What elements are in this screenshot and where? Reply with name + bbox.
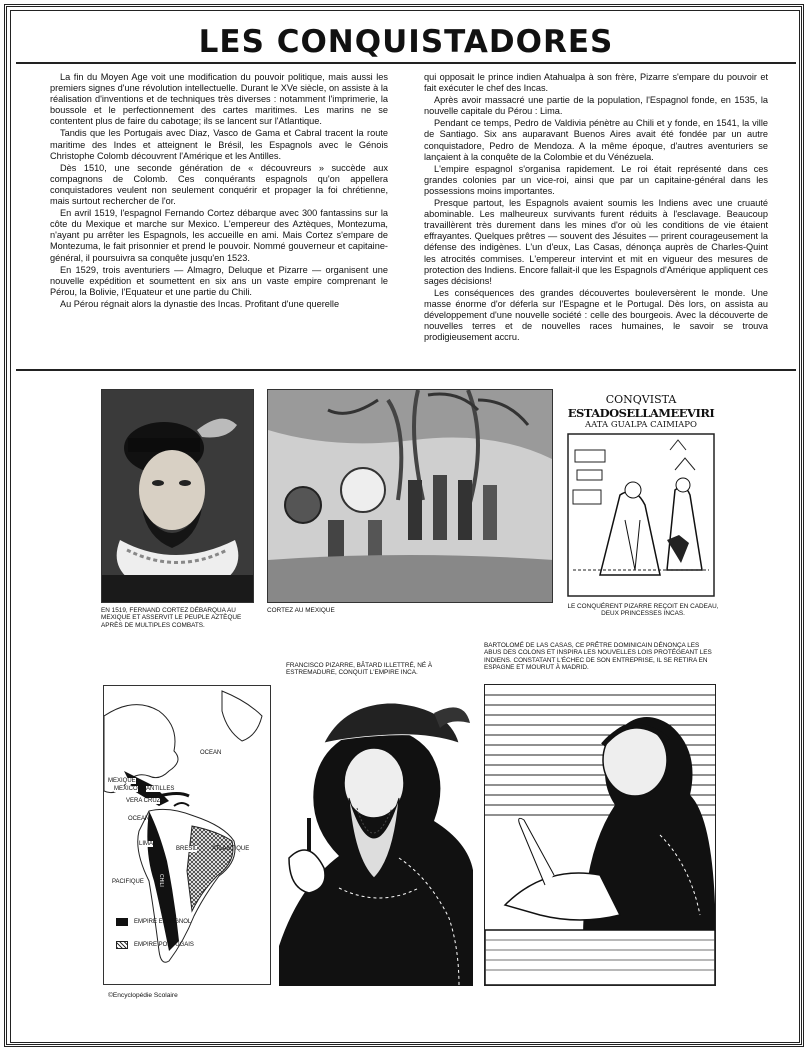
conquest-map <box>103 685 271 985</box>
pizarre-engraving <box>279 688 473 986</box>
text-column-left <box>50 72 388 311</box>
text-column-right <box>424 72 768 344</box>
legend-swatch-spanish <box>116 918 128 926</box>
title-divider <box>16 62 796 64</box>
cortez-portrait-image <box>101 389 254 603</box>
map-label-atlantique: ATLANTIQUE <box>212 846 250 852</box>
caption-pizarre: FRANCISCO PIZARRE, BÂTARD ILLETTRÉ, NÉ À ESTREMADURE, CONQUIT L'EMPIRE INCA. <box>286 662 433 677</box>
section-divider <box>16 369 796 371</box>
paragraph: Presque partout, les Espagnols avaient soumis les Indiens avec une cruauté abominable. Les malheureux survivants furent réduits à l'esclavage. Beaucoup travaillèrent très durement dans les mines d'or où les conditions de vie étaient effrayantes. Quelques prêtres — souvent des Jésuites — prirent courageusement la défense des indigènes. L'un d'eux, Las Casas, dénonça auprès de Charles-Quint les atrocités commises. L'empereur intervint et mit en vigueur des mesures de protection des Indiens. Encore fallait-il que les Espagnols d'Amérique appliquent ces sages décisions! <box>424 198 768 286</box>
pizarre-codex-drawing <box>565 389 717 603</box>
codex-line-2: AATA GUALPA CAIMIAPO <box>585 420 697 430</box>
paragraph: qui opposait le prince indien Atahualpa à son frère, Pizarre s'empare du pouvoir et fait exécuter le chef des Incas. <box>424 72 768 94</box>
paragraph: Tandis que les Portugais avec Diaz, Vasco de Gama et Cabral tracent la route maritime des Indes et atteignent le Brésil, les Espagnols avec le Génois Christophe Colomb découvrent l'Amérique et les Antilles. <box>50 128 388 161</box>
paragraph: Après avoir massacré une partie de la population, l'Espagnol fonde, en 1535, la nouvelle capitale du Pérou : Lima. <box>424 95 768 117</box>
map-label-mexique: MEXIQUE <box>108 778 136 784</box>
map-label-bresil: BRESIL <box>176 846 198 852</box>
caption-cortez-mexique: CORTEZ AU MEXIQUE <box>267 607 335 614</box>
map-label-chili: CHILI <box>158 874 164 887</box>
legend-label-portuguese: EMPIRE PORTUGAIS <box>134 942 194 948</box>
caption-pizarre-princesses: LE CONQUÉRENT PIZARRE REÇOIT EN CADEAU, DEUX PRINCESSES INCAS. <box>567 603 719 618</box>
copyright-notice: ©Encyclopédie Scolaire <box>108 992 178 999</box>
codex-line-1: ESTADOSELLAMEEVIRI <box>567 406 715 420</box>
paragraph: L'empire espagnol s'organisa rapidement. Le roi était représenté dans ces grandes colonies par un vice-roi, ainsi que par un capitaine-général dans les possessions moins importantes. <box>424 163 768 196</box>
codex-heading: CONQVISTA <box>605 393 677 406</box>
map-label-ocean-west: OCEAN <box>128 816 150 822</box>
paragraph: Dès 1510, une seconde génération de « découvreurs » succède aux compagnons de Colomb. Ces conquérants espagnols qu'on appellera conquistadores veulent non seulement conquérir et propager la foi chrétienne, mais surtout rechercher de l'or. <box>50 162 388 207</box>
paragraph: En 1529, trois aventuriers — Almagro, Deluque et Pizarre — organisent une nouvelle expédition et soumettent en six ans un vaste empire comprenant le Pérou, la Bolivie, l'Equateur et une partie du Chili. <box>50 264 388 297</box>
legend-swatch-portuguese <box>116 941 128 949</box>
map-label-mexico: MEXICO <box>114 786 138 792</box>
page-title: LES CONQUISTADORES <box>198 24 614 60</box>
paragraph: Les conséquences des grandes découvertes bouleversèrent le monde. Une masse énorme d'or déferla sur l'Espagne et le Portugal. Dès lors, on assista au développement d'une nouvelle société : celle des bourgeois. Avec la découverte de nouvelles terres et de nouvelles races humaines, le savoir se trouva prodigieusement accru. <box>424 287 768 343</box>
legend-label-spanish: EMPIRE ESPAGNOL <box>134 919 192 925</box>
paragraph: Pendant ce temps, Pedro de Valdivia pénètre au Chili et y fonde, en 1541, la ville de Santiago. Six ans auparavant Buenos Aires avait été fondée par un autre conquistadore, Pedro de Mendoza. A la même époque, d'autres aventuriers se lançaient à la conquête de la Colombie et du Vénézuela. <box>424 118 768 162</box>
map-label-pacifique: PACIFIQUE <box>112 879 144 885</box>
caption-cortez-portrait: EN 1519, FERNAND CORTEZ DÉBARQUA AU MEXIQUE ET ASSERVIT LE PEUPLE AZTÈQUE APRÈS DE MULTIPLES COMBATS. <box>101 607 242 629</box>
paragraph: La fin du Moyen Age voit une modification du pouvoir politique, mais aussi les premiers signes d'une révolution intellectuelle. Durant le XVe siècle, on assiste à la réalisation d'inventions et de techniques très diverses : notamment l'imprimerie, la boussole et le perfectionnement des cartes maritimes. Les marins ne se contentent plus de faire du cabotage; ils se lancent sur l'Atlantique. <box>50 72 388 127</box>
map-label-ocean-north: OCEAN <box>200 750 222 756</box>
paragraph: Au Pérou régnait alors la dynastie des Incas. Profitant d'une querelle <box>60 298 340 309</box>
map-label-vera-cruz: VERA CRUZ <box>126 798 161 804</box>
map-label-antilles: ANTILLES <box>146 786 175 792</box>
cortez-mexique-engraving <box>267 389 553 603</box>
paragraph: En avril 1519, l'espagnol Fernando Cortez débarque avec 300 fantassins sur la côte du Mexique et marche sur Mexico. L'empereur des Aztèques, Montezuma, n'ayant pu arrêter les Espagnols, les accueille en ami. Mais Cortez s'empare de Montezuma, le fait prisonnier et prend le pouvoir. Nommé gouverneur et capitaine-général, il poursuivra sa conquête jusqu'en 1523. <box>50 208 388 263</box>
caption-las-casas: BARTOLOMÉ DE LAS CASAS, CE PRÊTRE DOMINICAIN DÉNONÇA LES ABUS DES COLONS ET INSPIRA LES NOUVELLES LOIS PROTÉGEANT LES INDIENS. CONSTATANT L'ÉCHEC DE SON ENTREPRISE, IL SE RETIRA EN ESPAGNE ET MOURUT À MADRID. <box>484 642 712 671</box>
las-casas-engraving <box>484 684 716 986</box>
map-label-lima: LIMA <box>139 841 154 847</box>
